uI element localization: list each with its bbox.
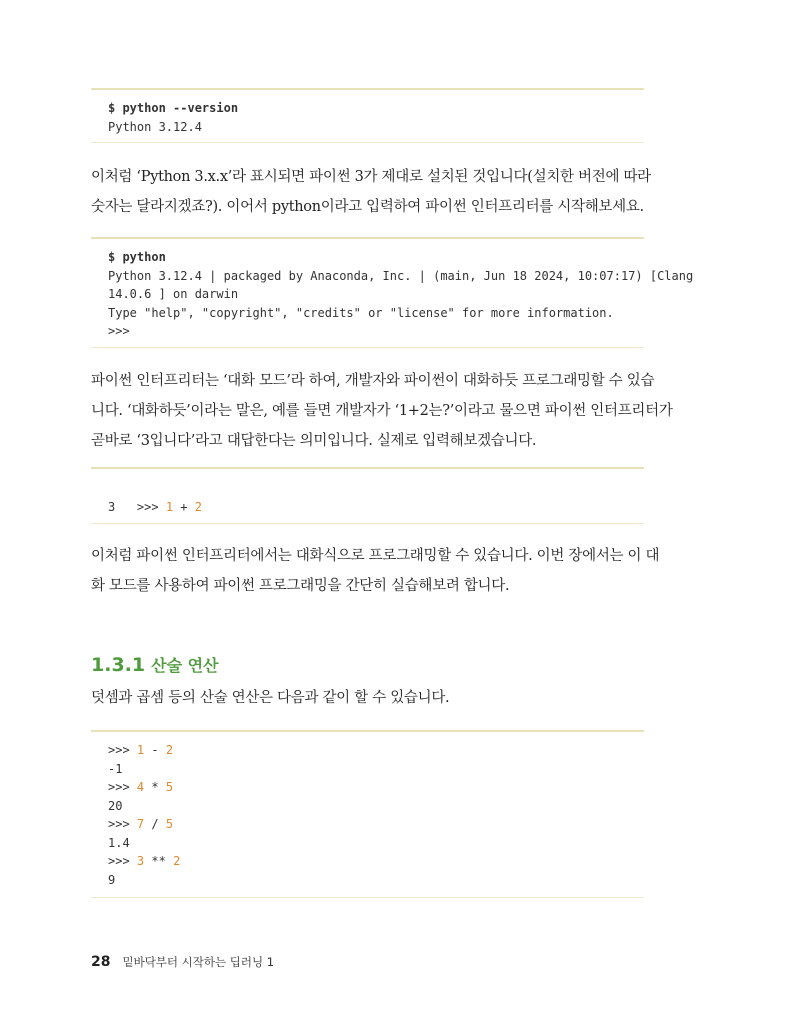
paragraph-line: 파이썬 인터프리터는 ‘대화 모드’라 하여, 개발자와 파이썬이 대화하듯 프로그래밍할 수 있습	[91, 373, 655, 389]
section-number: 1.3.1	[91, 654, 146, 676]
code-line: Python 3.12.4 | packaged by Anaconda, Inc. | (main, Jun 18 2024, 10:07:17) [Clang	[108, 268, 694, 283]
code-line: $ python	[108, 250, 166, 264]
book-title: 밑바닥부터 시작하는 딥러닝 1	[122, 955, 275, 969]
code-block-interpreter	[91, 237, 694, 348]
operand: 2	[173, 854, 181, 868]
operand: 1	[136, 743, 145, 757]
prompt: >>>	[136, 499, 159, 514]
code-line: 14.0.6 ] on darwin	[108, 287, 239, 301]
paragraph-arithmetic	[91, 683, 651, 713]
code-line	[108, 778, 644, 797]
paragraph-line: 숫자는 달라지겠죠?). 이어서 python이라고 입력하여 파이썬 인터프리터를 시작해보세요.	[91, 199, 644, 215]
code-line	[108, 479, 644, 514]
prompt: >>>	[108, 743, 130, 757]
paragraph-line: 화 모드를 사용하여 파이썬 프로그래밍을 간단히 실습해보려 합니다.	[91, 578, 510, 594]
code-block-arithmetic	[91, 730, 644, 898]
operand: 3	[136, 854, 145, 868]
section-title: 산술 연산	[151, 656, 219, 675]
page-number: 28	[91, 954, 111, 970]
code-result: 3	[108, 499, 116, 514]
code-line: >>>	[108, 324, 130, 338]
code-line: $ python --version	[108, 101, 239, 115]
paragraph-intro	[91, 162, 651, 222]
paragraph-dialog-usage	[91, 541, 660, 601]
prompt: >>>	[108, 817, 130, 831]
operator: **	[151, 854, 166, 868]
prompt: >>>	[108, 854, 130, 868]
code-result: 20	[108, 798, 123, 813]
operand: 4	[136, 780, 145, 794]
operand: 2	[194, 499, 202, 514]
code-line	[108, 741, 644, 760]
operator: -	[151, 743, 159, 757]
paragraph-line: 니다. ‘대화하듯’이라는 말은, 예를 들면 개발자가 ‘1+2는?’이라고 물으면 파이썬 인터프리터가	[91, 403, 673, 419]
paragraph-line: 곧바로 ‘3입니다’라고 대답한다는 의미입니다. 실제로 입력해보겠습니다.	[91, 433, 537, 449]
prompt: >>>	[108, 780, 130, 794]
operator: /	[151, 817, 159, 831]
code-result: 9	[108, 872, 116, 887]
operand: 2	[165, 743, 174, 757]
operand: 7	[136, 817, 145, 831]
paragraph-dialog-mode	[91, 366, 673, 456]
operand: 1	[165, 499, 174, 514]
code-block-add	[91, 467, 644, 524]
code-line: Type "help", "copyright", "credits" or "license" for more information.	[108, 305, 614, 320]
code-result: 1.4	[108, 835, 130, 850]
paragraph-line: 이처럼 파이썬 인터프리터에서는 대화식으로 프로그래밍할 수 있습니다. 이번 장에서는 이 대	[91, 548, 660, 564]
code-result: -1	[108, 761, 123, 776]
paragraph-line: 덧셈과 곱셈 등의 산술 연산은 다음과 같이 할 수 있습니다.	[91, 690, 450, 706]
code-line	[108, 852, 644, 871]
page-footer	[91, 954, 274, 970]
code-block-version	[91, 88, 644, 143]
operand: 5	[165, 817, 174, 831]
section-heading	[91, 653, 219, 679]
operator: +	[180, 499, 188, 514]
code-line: Python 3.12.4	[108, 119, 202, 134]
code-line	[108, 815, 644, 834]
paragraph-line: 이처럼 ‘Python 3.x.x’라 표시되면 파이썬 3가 제대로 설치된 것입니다(설치한 버전에 따라	[91, 169, 651, 185]
operator: *	[151, 780, 159, 794]
operand: 5	[165, 780, 174, 794]
